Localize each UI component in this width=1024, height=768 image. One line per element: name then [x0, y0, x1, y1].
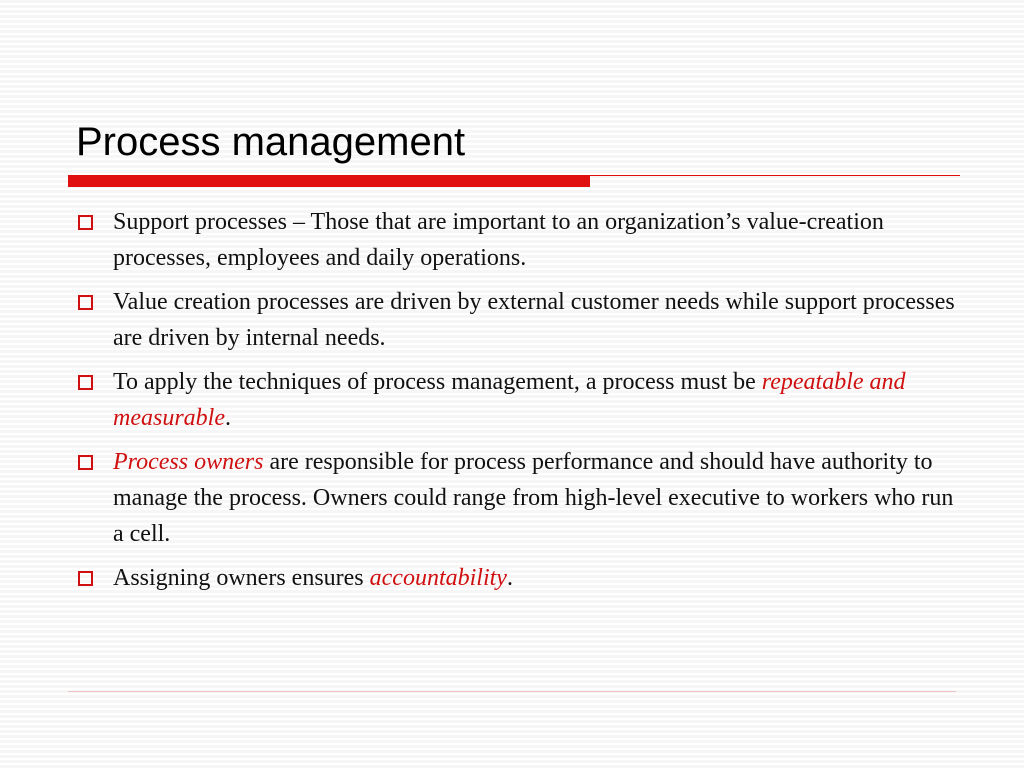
bullet-item — [76, 364, 966, 436]
square-bullet-icon — [78, 455, 93, 470]
bullet-item — [76, 444, 966, 552]
bullet-text-after: are responsible for process performance and should have authority to manage the process. Owners could range from high-level executive to workers who run a cell. — [113, 449, 954, 547]
bullet-emphasis: Process owners — [113, 449, 264, 475]
bullet-text: To apply the techniques of process management, a process must be — [113, 369, 762, 395]
bullet-text-after: . — [224, 405, 231, 431]
title-underline-thick — [68, 175, 590, 187]
square-bullet-icon — [78, 375, 93, 390]
square-bullet-icon — [78, 295, 93, 310]
bullet-emphasis: accountability — [369, 565, 507, 591]
bullet-text: Assigning owners ensures — [113, 565, 370, 591]
bullet-emphasis: repeatable and measurable — [113, 369, 906, 431]
bullet-item — [76, 284, 966, 356]
bullet-item — [76, 204, 966, 276]
bullet-text: Support processes – Those that are important to an organization’s value-creation processes, employees and daily operations. — [113, 209, 884, 271]
bullet-text: Value creation processes are driven by external customer needs while support processes are driven by internal needs. — [113, 289, 955, 351]
square-bullet-icon — [78, 571, 93, 586]
bullet-item — [76, 560, 966, 596]
title-underline-thin — [590, 175, 960, 176]
bullet-list — [76, 204, 966, 604]
slide-title: Process management — [76, 120, 466, 164]
bullet-text-after: . — [506, 565, 513, 591]
square-bullet-icon — [78, 215, 93, 230]
footer-divider — [68, 691, 956, 692]
